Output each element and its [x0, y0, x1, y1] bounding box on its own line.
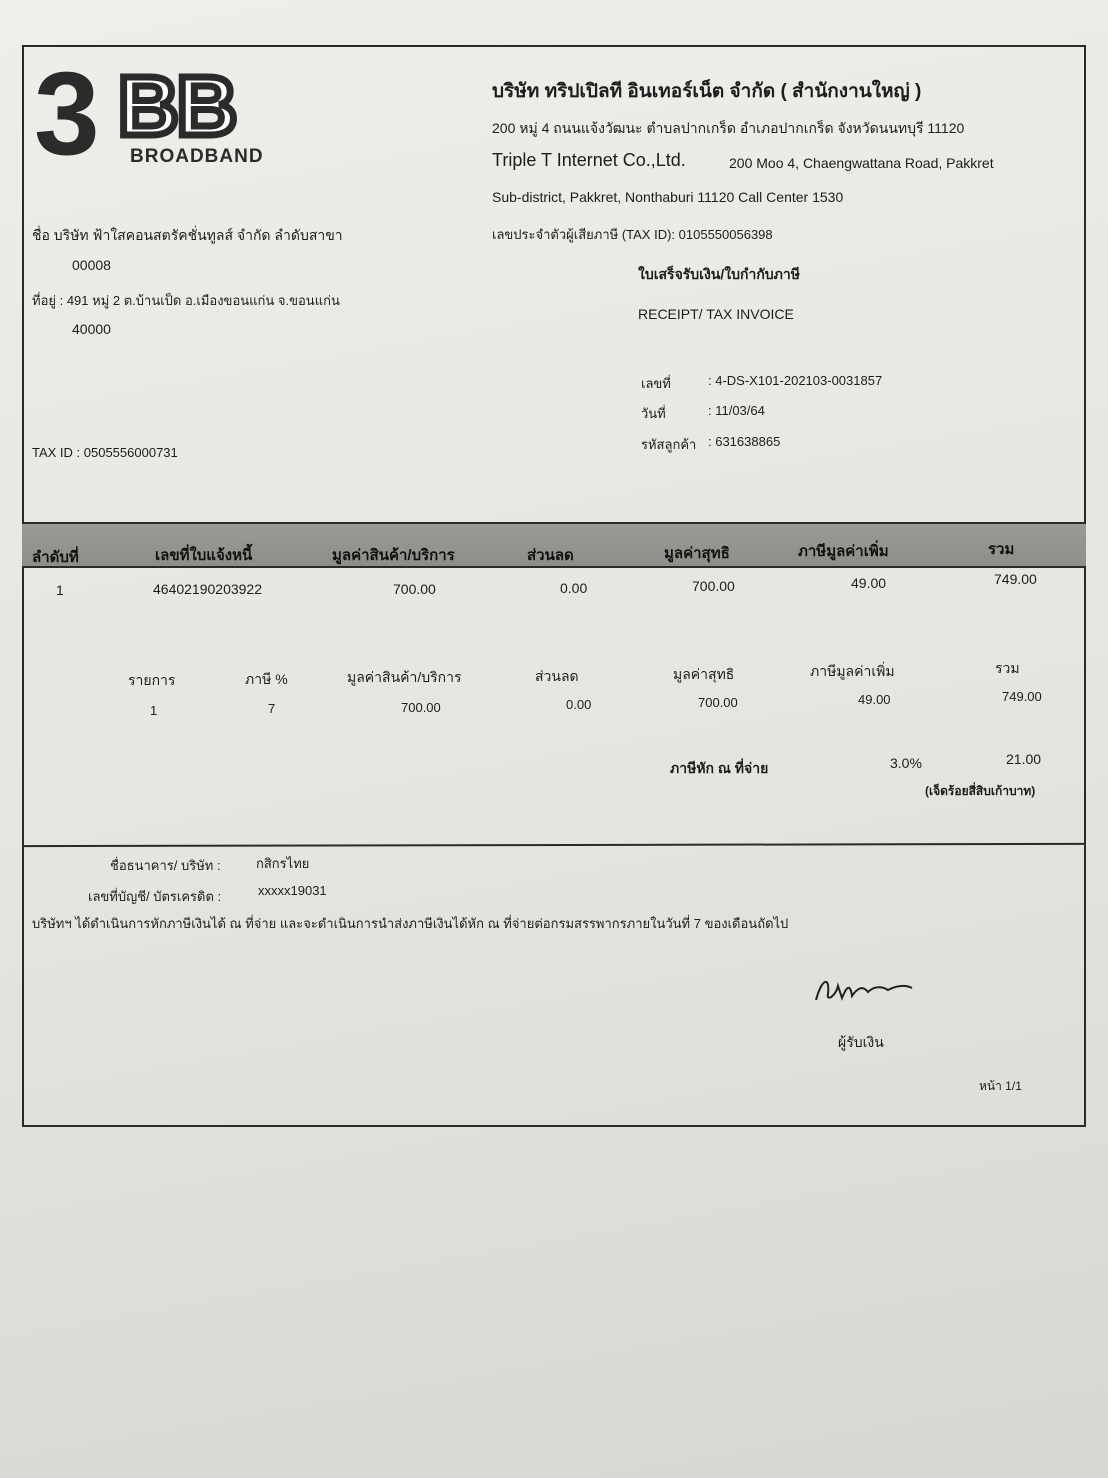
customer-zip: 40000 — [72, 321, 111, 337]
company-address-en-1: 200 Moo 4, Chaengwattana Road, Pakkret — [729, 155, 994, 171]
summary-header-total: รวม — [995, 660, 1020, 676]
page-number: หน้า 1/1 — [979, 1079, 1022, 1093]
col-header-discount: ส่วนลด — [527, 547, 574, 564]
company-tax-id: เลขประจำตัวผู้เสียภาษี (TAX ID): 0105550056398 — [492, 227, 773, 242]
customer-branch: 00008 — [72, 257, 111, 273]
summary-row-net: 700.00 — [698, 695, 738, 710]
document-title-en: RECEIPT/ TAX INVOICE — [638, 306, 794, 322]
table-row-net: 700.00 — [692, 578, 735, 594]
bank-label: ชื่อธนาคาร/ บริษัท : — [110, 858, 221, 873]
summary-header-net: มูลค่าสุทธิ — [673, 666, 735, 682]
logo-mark-bb: BB — [118, 59, 236, 153]
document-title-th: ใบเสร็จรับเงิน/ใบกำกับภาษี — [638, 266, 801, 282]
summary-row-discount: 0.00 — [566, 697, 592, 712]
table-row-total: 749.00 — [994, 571, 1037, 587]
withholding-note: บริษัทฯ ได้ดำเนินการหักภาษีเงินได้ ณ ที่จ่าย และจะดำเนินการนำส่งภาษีเงินได้หัก ณ ที่จ่ายต่อกรมสรรพากรภายในวันที่ 7 ของเดือนถัดไป — [32, 916, 789, 931]
col-header-vat: ภาษีมูลค่าเพิ่ม — [798, 543, 889, 560]
summary-row-total: 749.00 — [1002, 689, 1042, 704]
company-address-th: 200 หมู่ 4 ถนนแจ้งวัฒนะ ตำบลปากเกร็ด อำเภอปากเกร็ด จังหวัดนนทบุรี 11120 — [492, 120, 965, 136]
company-name-en: Triple T Internet Co.,Ltd. — [492, 150, 686, 170]
col-header-total: รวม — [988, 541, 1015, 558]
company-name-th: บริษัท ทริปเปิลที อินเทอร์เน็ต จำกัด ( สำนักงานใหญ่ ) — [492, 81, 922, 102]
table-row-invoice: 46402190203922 — [153, 581, 263, 597]
account-value: xxxxx19031 — [258, 883, 327, 898]
customer-code-value: : 631638865 — [708, 434, 781, 449]
customer-tax-id: TAX ID : 0505556000731 — [32, 445, 178, 460]
summary-header-vat: ภาษีมูลค่าเพิ่ม — [810, 663, 895, 679]
customer-name: ชื่อ บริษัท ฟ้าใสคอนสตรัคชั่นทูลส์ จำกัด ลำดับสาขา — [32, 227, 343, 243]
logo-subtitle: BROADBAND — [130, 146, 264, 167]
col-header-invoice: เลขที่ใบแจ้งหนี้ — [155, 547, 253, 564]
summary-row-tax: 7 — [268, 701, 276, 716]
summary-header-tax: ภาษี % — [245, 671, 288, 687]
wht-rate: 3.0% — [890, 755, 922, 771]
summary-row-item: 1 — [150, 703, 158, 718]
summary-header-amount: มูลค่าสินค้า/บริการ — [347, 669, 462, 685]
col-header-amount: มูลค่าสินค้า/บริการ — [332, 547, 455, 564]
logo-mark: 3 — [34, 48, 96, 180]
wht-label: ภาษีหัก ณ ที่จ่าย — [670, 760, 769, 776]
wht-amount: 21.00 — [1006, 751, 1042, 767]
invoice-date-value: : 11/03/64 — [708, 403, 765, 418]
signature-mark — [812, 970, 922, 1010]
invoice-number-label: เลขที่ — [641, 376, 671, 391]
col-header-seq: ลำดับที่ — [32, 549, 79, 566]
company-address-en-2: Sub-district, Pakkret, Nonthaburi 11120 Call Center 1530 — [492, 189, 844, 205]
table-row-seq: 1 — [56, 582, 64, 598]
account-label: เลขที่บัญชี/ บัตรเครดิต : — [88, 889, 222, 904]
receiver-label: ผู้รับเงิน — [838, 1034, 884, 1050]
customer-address: ที่อยู่ : 491 หมู่ 2 ต.บ้านเป็ด อ.เมืองขอนแก่น จ.ขอนแก่น — [32, 293, 340, 308]
summary-header-discount: ส่วนลด — [535, 668, 579, 684]
invoice-date-label: วันที่ — [641, 406, 666, 421]
summary-row-vat: 49.00 — [858, 692, 891, 707]
invoice-number-value: : 4-DS-X101-202103-0031857 — [708, 373, 883, 388]
col-header-net: มูลค่าสุทธิ — [664, 545, 730, 562]
customer-code-label: รหัสลูกค้า — [641, 437, 697, 452]
bank-value: กสิกรไทย — [256, 856, 310, 871]
table-row-discount: 0.00 — [560, 580, 588, 596]
table-row-amount: 700.00 — [393, 581, 436, 597]
wht-amount-words: (เจ็ดร้อยสี่สิบเก้าบาท) — [925, 784, 1036, 798]
table-row-vat: 49.00 — [851, 575, 887, 591]
summary-row-amount: 700.00 — [401, 700, 441, 715]
company-logo — [30, 48, 300, 180]
summary-header-item: รายการ — [128, 672, 176, 688]
